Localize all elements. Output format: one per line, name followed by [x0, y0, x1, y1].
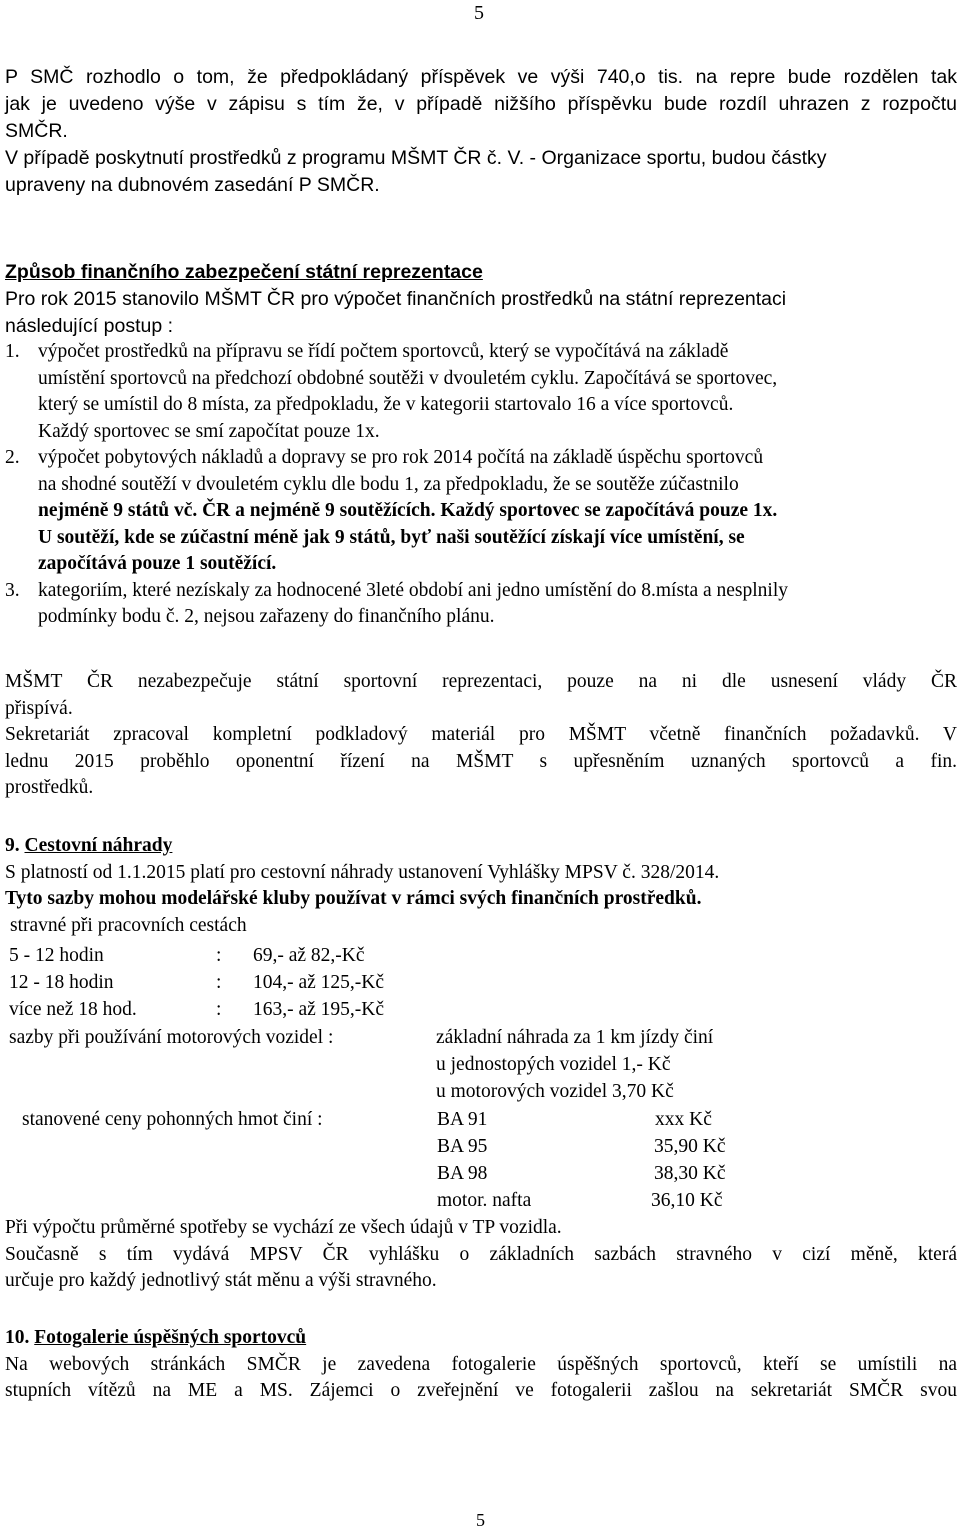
text-line: Při výpočtu průměrné spotřeby se vychází ze všech údajů v TP vozidla. — [5, 1217, 562, 1238]
section-title: Cestovní náhrady — [24, 835, 173, 856]
fuel-name: BA 91 — [437, 1109, 488, 1130]
stravne-title: stravné při pracovních cestách — [10, 914, 247, 936]
stravne-label: 5 - 12 hodin — [9, 945, 104, 966]
repre-list — [5, 339, 957, 631]
stravne-value: 163,- až 195,-Kč — [253, 999, 385, 1020]
text-line: na shodné soutěží v dvouletém cyklu dle bodu 1, za předpokladu, že se soutěže zúčastnilo — [38, 473, 739, 495]
text-line: následující postup : — [5, 315, 174, 337]
list-item — [5, 445, 957, 578]
intro-paragraph — [5, 64, 957, 199]
text-line: P SMČ rozhodlo o tom, že předpokládaný příspěvek ve výši 740,o tis. na repre bude rozdělen tak — [5, 66, 957, 88]
stravne-colon: : — [216, 945, 222, 966]
section-heading: Způsob finančního zabezpečení státní reprezentace — [5, 261, 483, 283]
text-line: výpočet pobytových nákladů a dopravy se pro rok 2014 počítá na základě úspěchu sportovců — [38, 447, 764, 468]
vozidla-label: sazby při používání motorových vozidel : — [9, 1027, 334, 1048]
fuel-price: 36,10 Kč — [651, 1190, 723, 1211]
stravne-colon: : — [216, 972, 222, 993]
stravne-label: více než 18 hod. — [9, 999, 137, 1020]
text-line: Sekretariát zpracoval kompletní podkladový materiál pro MŠMT včetně finančních požadavků. V — [5, 724, 957, 745]
text-line: Každý sportovec se smí započítat pouze 1x. — [38, 420, 380, 442]
text-line: výpočet prostředků na přípravu se řídí počtem sportovců, který se vypočítává na základě — [38, 341, 729, 362]
vozidla-line: u motorových vozidel 3,70 Kč — [436, 1081, 674, 1102]
text-line: U soutěží, kde se zúčastní méně jak 9 států, byť naši soutěžící získají více umístění, se — [38, 526, 745, 548]
text-line: nejméně 9 států vč. ČR a nejméně 9 soutěžících. Každý sportovec se započítává pouze 1x. — [38, 500, 778, 521]
list-number: 1. — [5, 341, 20, 362]
section-9-end — [5, 1215, 957, 1295]
text-line: kategoriím, které nezískaly za hodnocené 3leté období ani jedno umístění do 8.místa a nesplnily — [38, 579, 789, 601]
text-line: Pro rok 2015 stanovilo MŠMT ČR pro výpočet finančních prostředků na státní reprezentaci — [5, 288, 787, 310]
text-line: MŠMT ČR nezabezpečuje státní sportovní reprezentaci, pouze na ni dle usnesení vlády ČR — [5, 671, 957, 692]
section-9 — [5, 833, 957, 939]
section-number: 10. — [5, 1327, 30, 1348]
text-line: SMČR. — [5, 120, 68, 142]
vozidla-line: základní náhrada za 1 km jízdy činí — [436, 1027, 714, 1048]
text-line: jak je uvedeno výše v zápisu s tím že, v případě nižšího příspěvku bude rozdíl uhrazen z rozpočtu — [5, 93, 957, 115]
text-line: S platností od 1.1.2015 platí pro cestovní náhrady ustanovení Vyhlášky MPSV č. 328/2014. — [5, 861, 720, 883]
text-line: lednu 2015 proběhlo oponentní řízení na MŠMT s upřesněním uznaných sportovců a fin. — [5, 750, 957, 772]
stravne-value: 104,- až 125,-Kč — [253, 972, 385, 993]
list-number: 2. — [5, 447, 20, 468]
page-number-bottom: 5 — [476, 1510, 485, 1530]
list-item — [5, 339, 957, 445]
text-line: který se umístil do 8 místa, za předpokladu, že v kategorii startovalo 16 a více sportovců. — [38, 394, 734, 415]
text-line: V případě poskytnutí prostředků z programu MŠMT ČR č. V. - Organizace sportu, budou částky — [5, 147, 827, 169]
text-line: Na webových stránkách SMČR je zavedena fotogalerie úspěšných sportovců, kteří se umístili na — [5, 1353, 957, 1375]
text-line: upraveny na dubnovém zasedání P SMČR. — [5, 174, 380, 196]
fuel-price: 35,90 Kč — [654, 1136, 726, 1157]
section-heading — [5, 833, 957, 860]
text-line: prostředků. — [5, 777, 94, 798]
text-line: Tyto sazby mohou modelářské kluby používat v rámci svých finančních prostředků. — [5, 888, 702, 909]
fuel-name: BA 95 — [437, 1136, 488, 1157]
msmt-paragraph — [5, 669, 957, 802]
section-title: Fotogalerie úspěšných sportovců — [34, 1327, 307, 1348]
list-number: 3. — [5, 579, 20, 601]
text-line: určuje pro každý jednotlivý stát měnu a výši stravného. — [5, 1270, 437, 1291]
stravne-colon: : — [216, 999, 222, 1020]
section-heading — [5, 1325, 957, 1352]
stravne-label: 12 - 18 hodin — [9, 972, 114, 993]
fuel-name: BA 98 — [437, 1163, 488, 1184]
page-number-top: 5 — [474, 2, 484, 24]
text-line: umístění sportovců na předchozí obdobné soutěži v dvouletém cyklu. Započítává se sportovec, — [38, 367, 778, 389]
list-item — [5, 578, 957, 631]
section-number: 9. — [5, 835, 20, 856]
text-line: Současně s tím vydává MPSV ČR vyhlášku o základních sazbách stravného v cizí měně, která — [5, 1243, 957, 1265]
repre-section — [5, 259, 957, 340]
text-line: přispívá. — [5, 697, 73, 719]
fuel-price: 38,30 Kč — [654, 1163, 726, 1184]
text-line: započítává pouze 1 soutěžící. — [38, 553, 277, 574]
text-line: stupních vítězů na ME a MS. Zájemci o zveřejnění ve fotogalerii zašlou na sekretariát SMČR svou — [5, 1380, 957, 1401]
fuel-price: xxx Kč — [655, 1109, 712, 1130]
vozidla-line: u jednostopých vozidel 1,- Kč — [436, 1054, 671, 1075]
text-line: podmínky bodu č. 2, nejsou zařazeny do finančního plánu. — [38, 606, 495, 627]
fuel-name: motor. nafta — [437, 1190, 532, 1211]
fuel-label: stanovené ceny pohonných hmot činí : — [22, 1109, 323, 1130]
stravne-value: 69,- až 82,-Kč — [253, 945, 365, 966]
section-10 — [5, 1325, 957, 1405]
